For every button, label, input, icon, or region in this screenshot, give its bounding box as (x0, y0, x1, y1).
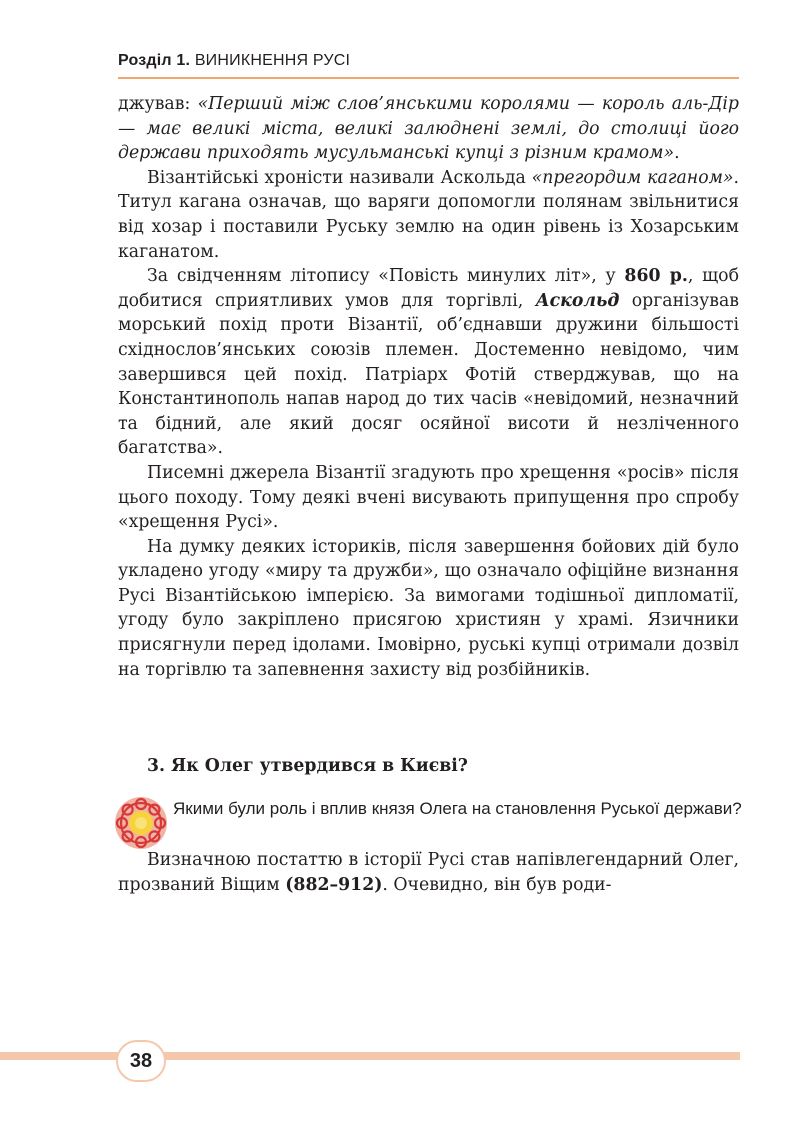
page-number: 38 (116, 1040, 166, 1082)
chapter-label: Розділ 1. (118, 52, 191, 69)
header-divider (118, 77, 739, 79)
question-prompt: Якими були роль і вплив князя Олега на становлення Руської держави? (173, 799, 742, 818)
year-860: 860 р. (624, 266, 688, 287)
quote-al-dir: «Перший між слов’янськими королями — король аль-Дір — має великі міста, великі залюднені землі, до столиці його держави приходять мусульманські купці з різним крамом» (118, 94, 739, 164)
ornament-rosette-icon (114, 796, 168, 850)
quote-kagan: «прегордим каганом» (531, 167, 734, 188)
running-header (118, 52, 738, 70)
section-text (118, 848, 739, 897)
years-oleg: (882–912) (285, 874, 383, 895)
paragraph-oleg: Визначною постаттю в історії Русі став напівлегендарний Олег, прозваний Віщим (882–912). Очевидно, він був роди- (118, 850, 739, 895)
section-heading: 3. Як Олег утвердився в Києві? (147, 756, 468, 776)
paragraph-3: За свідченням літопису «Повість минулих літ», у 860 р., щоб добитися сприятливих умов для торгівлі, Аскольд організував морський похід проти Візантії, об’єднавши дружини більшості східнослов’янських союзів племен. Достеменно невідомо, чим завершився цей похід. Патріарх Фотій стверджував, що на Константинополь напав народ до тих часів «невідомий, незначний та бідний, але який досяг осяйної висоти й незліченного багатства». (118, 266, 739, 459)
main-text (118, 92, 739, 682)
paragraph-1: джував: «Перший між слов’янськими королями — король аль-Дір — має великі міста, великі залюднені землі, до столиці його держави приходять мусульманські купці з різним крамом». (118, 94, 739, 164)
paragraph-4: Писемні джерела Візантії згадують про хрещення «росів» після цього походу. Тому деякі вчені висувають припущення про спробу «хрещення Русі». (118, 462, 739, 533)
chapter-title: ВИНИКНЕННЯ РУСІ (194, 52, 351, 69)
footer-bar (0, 1052, 740, 1060)
paragraph-2: Візантійські хроністи називали Аскольда «прегордим каганом». Титул кагана означав, що варяги допомогли полянам звільнитися від хозар і поставили Руську землю на один рівень із Хозарським каганатом. (118, 167, 739, 262)
paragraph-5: На думку деяких істориків, після завершення бойових дій було укладено угоду «миру та дружби», що означало офіційне визнання Русі Візантійською імперією. За вимогами тодішньої дипломатії, угоду було закріплено присягою християн у храмі. Язичники присягнули перед ідолами. Імовірно, руські купці отримали дозвіл на торгівлю та запевнення захисту від розбійників. (118, 536, 739, 680)
name-askold: Аскольд (535, 290, 620, 311)
